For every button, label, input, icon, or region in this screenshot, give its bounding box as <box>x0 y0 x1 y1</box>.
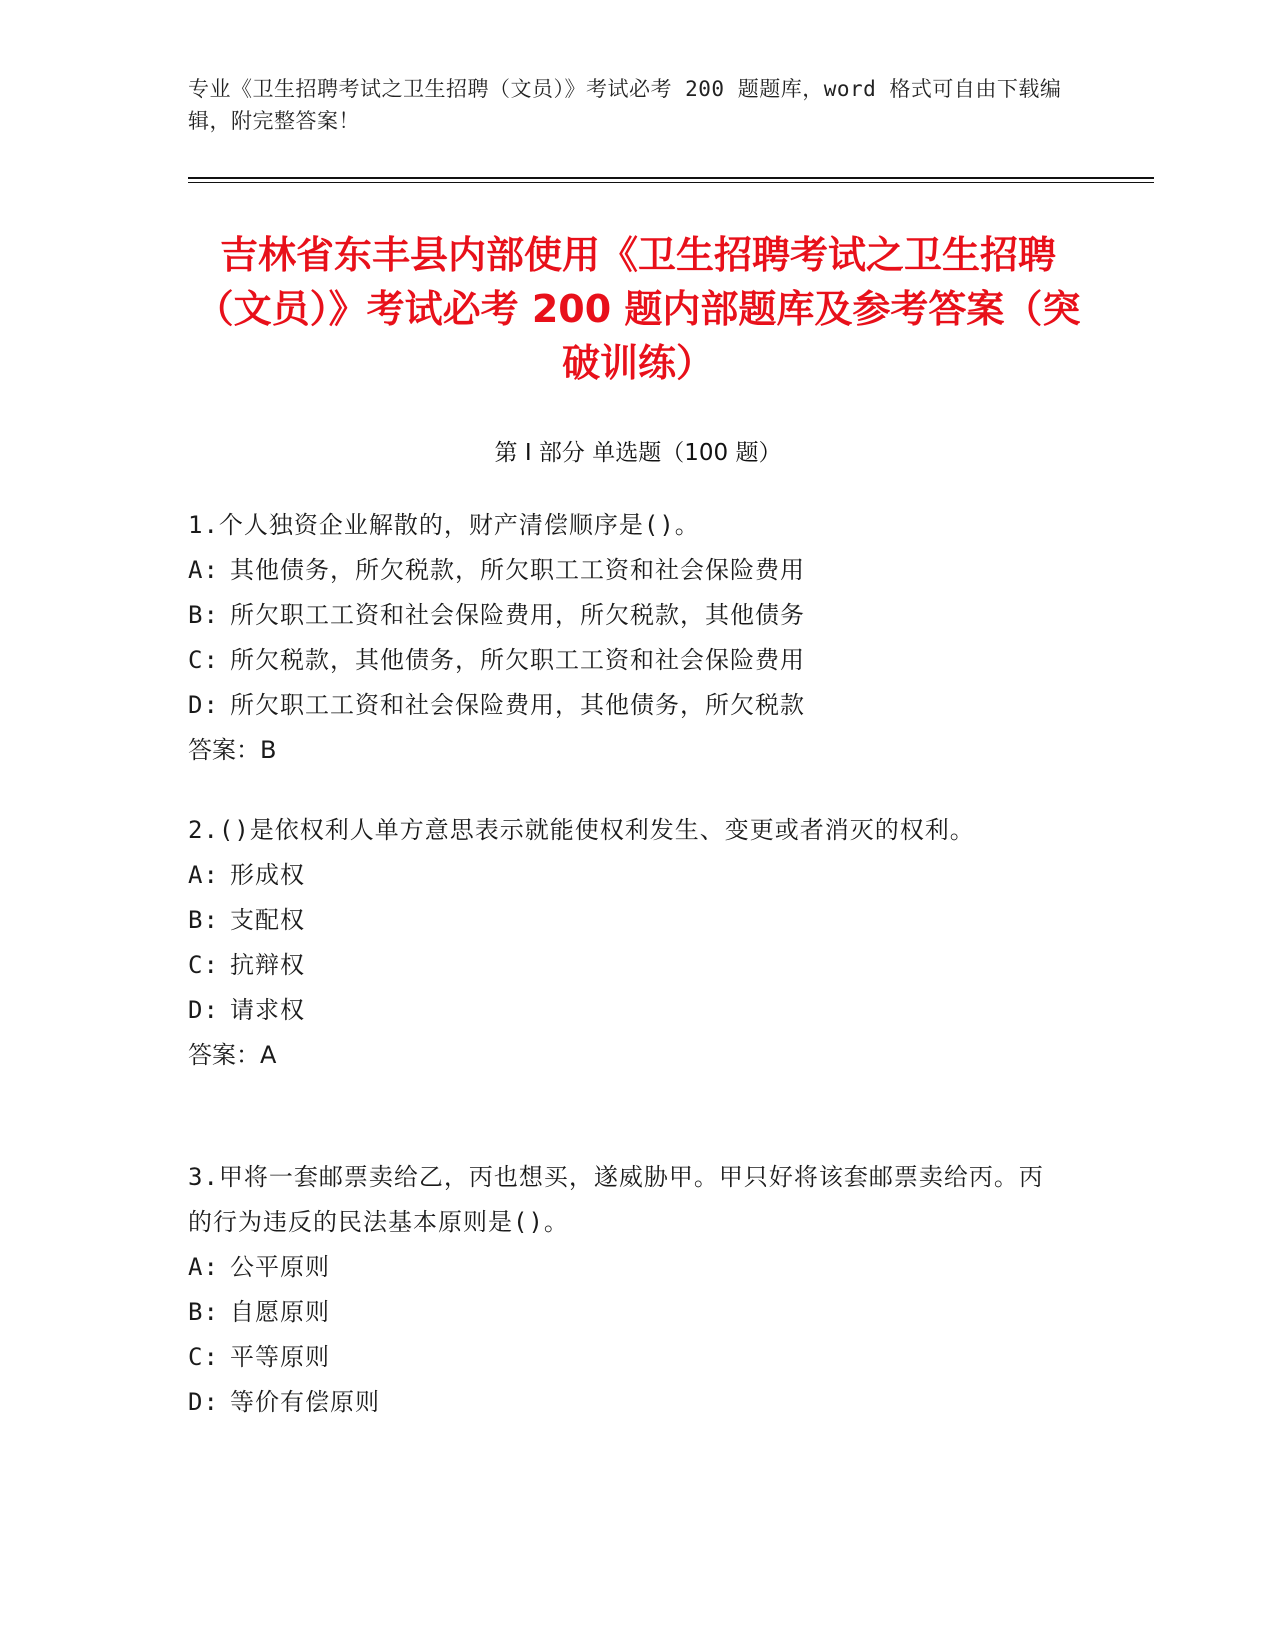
option-letter: B: <box>188 1298 219 1326</box>
option-text: 公平原则 <box>230 1253 330 1281</box>
option-text: 等价有偿原则 <box>230 1388 380 1416</box>
option-letter: C: <box>188 951 219 979</box>
option-d <box>188 1380 1068 1425</box>
header-divider-thin <box>188 182 1154 183</box>
section-title: 第 I 部分 单选题（100 题） <box>494 440 782 466</box>
question-1 <box>188 503 1068 773</box>
option-letter: D: <box>188 996 219 1024</box>
option-letter: D: <box>188 1388 219 1416</box>
option-b <box>188 593 1068 638</box>
option-text: 其他债务，所欠税款，所欠职工工资和社会保险费用 <box>230 556 805 584</box>
option-c <box>188 1335 1068 1380</box>
answer-line: 答案：B <box>188 736 277 764</box>
document-title: 吉林省东丰县内部使用《卫生招聘考试之卫生招聘（文员）》考试必考 200 题内部题库及参考答案（突破训练） <box>195 233 1081 385</box>
option-a <box>188 548 1068 593</box>
option-letter: A: <box>188 1253 219 1281</box>
option-letter: A: <box>188 861 219 889</box>
option-b <box>188 898 1068 943</box>
option-text: 所欠职工工资和社会保险费用，其他债务，所欠税款 <box>230 691 805 719</box>
question-text: 3.甲将一套邮票卖给乙，丙也想买，遂威胁甲。甲只好将该套邮票卖给丙。丙的行为违反的民法基本原则是()。 <box>188 1163 1044 1236</box>
option-letter: C: <box>188 1343 219 1371</box>
question-2 <box>188 808 1068 1078</box>
option-d <box>188 683 1068 728</box>
option-text: 支配权 <box>230 906 305 934</box>
option-text: 形成权 <box>230 861 305 889</box>
option-letter: B: <box>188 906 219 934</box>
option-letter: A: <box>188 556 219 584</box>
option-text: 所欠税款，其他债务，所欠职工工资和社会保险费用 <box>230 646 805 674</box>
option-d <box>188 988 1068 1033</box>
answer-line: 答案：A <box>188 1041 277 1069</box>
option-letter: B: <box>188 601 219 629</box>
option-a <box>188 853 1068 898</box>
option-text: 抗辩权 <box>230 951 305 979</box>
option-text: 自愿原则 <box>230 1298 330 1326</box>
option-text: 平等原则 <box>230 1343 330 1371</box>
question-text: 1.个人独资企业解散的，财产清偿顺序是()。 <box>188 511 700 539</box>
header-divider-thick <box>188 177 1154 179</box>
option-b <box>188 1290 1068 1335</box>
option-a <box>188 1245 1068 1290</box>
option-letter: D: <box>188 691 219 719</box>
question-text: 2.()是依权利人单方意思表示就能使权利发生、变更或者消灭的权利。 <box>188 816 975 844</box>
header-note: 专业《卫生招聘考试之卫生招聘（文员）》考试必考 200 题题库，word 格式可自由下载编辑，附完整答案！ <box>188 77 1062 133</box>
option-text: 所欠职工工资和社会保险费用，所欠税款，其他债务 <box>230 601 805 629</box>
option-text: 请求权 <box>230 996 305 1024</box>
option-letter: C: <box>188 646 219 674</box>
question-3 <box>188 1155 1068 1425</box>
option-c <box>188 638 1068 683</box>
option-c <box>188 943 1068 988</box>
